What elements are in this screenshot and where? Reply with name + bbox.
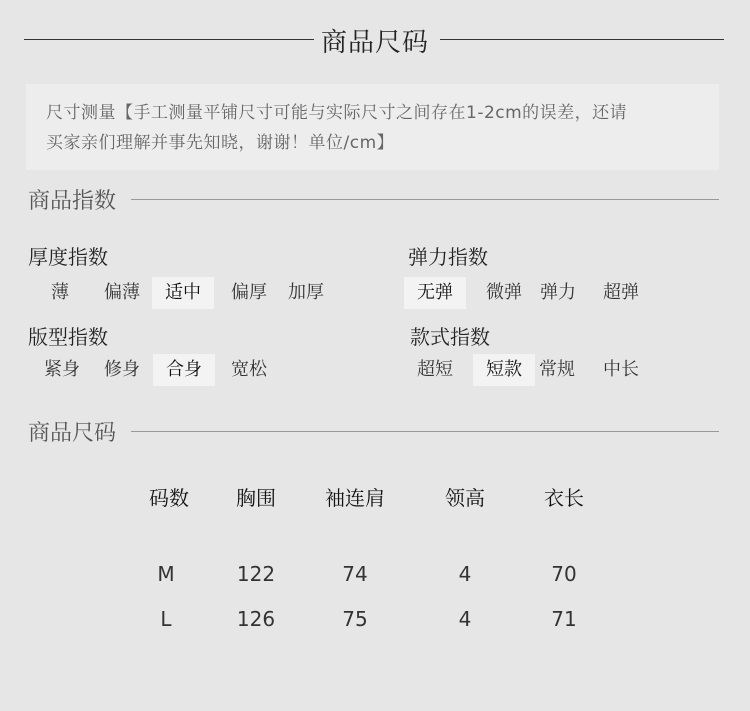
thickness-index-title: 厚度指数 [28,245,108,269]
style-option-regular: 常规 [539,359,575,380]
fit-index-title: 版型指数 [28,325,108,349]
thickness-option-slightly-thick: 偏厚 [231,282,267,303]
size-header-length: 衣长 [544,486,584,510]
page-title: 商品尺码 [0,22,750,59]
elasticity-option-none: 无弹 [404,277,466,309]
size-cell: 71 [551,607,577,631]
style-option-mid-length: 中长 [603,359,639,380]
style-index-title: 款式指数 [410,325,490,349]
size-cell: 70 [551,562,577,586]
thickness-option-slightly-thin: 偏薄 [104,282,140,303]
fit-option-loose: 宽松 [231,359,267,380]
style-option-extra-short: 超短 [417,359,453,380]
index-section-divider [131,199,719,200]
elasticity-index-title: 弹力指数 [408,245,488,269]
size-header-sleeve-shoulder: 袖连肩 [325,486,385,510]
fit-option-slim: 修身 [104,359,140,380]
style-option-short: 短款 [473,354,535,386]
size-cell: 122 [236,562,276,586]
size-header-collar-height: 领高 [445,486,485,510]
index-section-title: 商品指数 [28,189,117,214]
size-section-title: 商品尺码 [28,421,117,446]
fit-option-tight: 紧身 [44,359,80,380]
thickness-option-thin: 薄 [51,282,69,303]
note-line-1: 尺寸测量【手工测量平铺尺寸可能与实际尺寸之间存在1-2cm的误差，还请 [46,103,628,123]
elasticity-option-elastic: 弹力 [540,282,576,303]
size-cell: L [160,607,172,631]
size-header-chest: 胸围 [236,486,276,510]
size-cell: 4 [458,607,472,631]
fit-option-regular: 合身 [153,354,215,386]
elasticity-option-slight: 微弹 [486,282,522,303]
size-header-size: 码数 [149,486,189,510]
size-section-divider [131,431,719,432]
elasticity-option-super: 超弹 [603,282,639,303]
size-cell: 75 [342,607,368,631]
size-cell: 74 [342,562,368,586]
thickness-option-thick: 加厚 [288,282,324,303]
measurement-note [26,84,719,170]
size-cell: 4 [458,562,472,586]
size-cell: 126 [236,607,276,631]
note-line-2: 买家亲们理解并事先知晓，谢谢！单位/cm】 [46,133,395,153]
size-cell: M [157,562,175,586]
thickness-option-medium: 适中 [152,277,214,309]
